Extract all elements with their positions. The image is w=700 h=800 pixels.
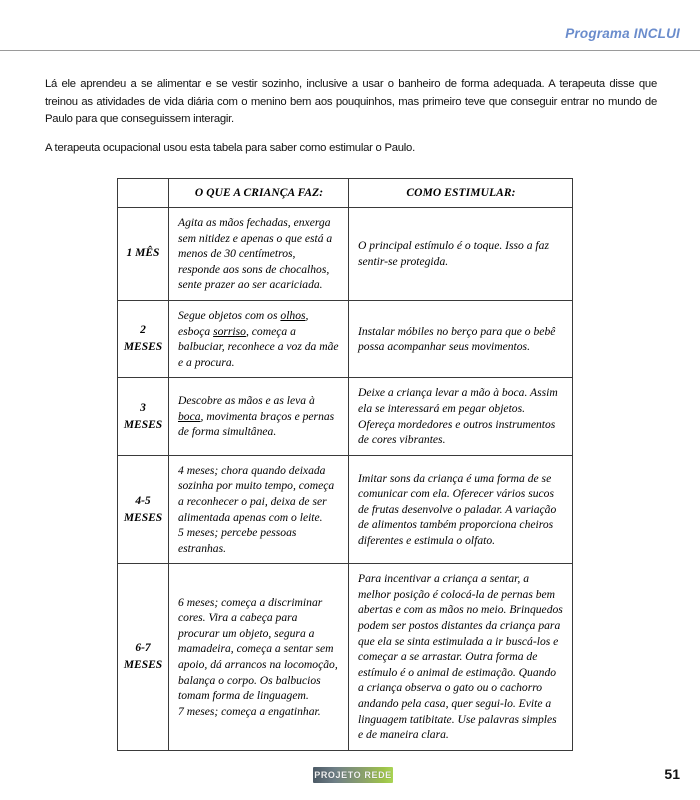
paragraph-2: A terapeuta ocupacional usou esta tabela para saber como estimular o Paulo. [45, 141, 415, 154]
table-header-row [118, 179, 573, 208]
how-to-stimulate-cell: Instalar móbiles no berço para que o bebê possa acompanhar seus movimentos. [349, 300, 573, 377]
age-label-line: MESES [123, 659, 163, 672]
page-number: 51 [664, 766, 680, 782]
how-to-stimulate-cell: Deixe a criança levar a mão à boca. Assim ela se interessará em pegar objetos. Ofereça mordedores e outros instrumentos de cores vibrantes. [349, 378, 573, 455]
milestone-line: 4 meses; chora quando deixada sozinha por muito tempo, começa a reconhecer o pai, deixa de ser alimentada apenas com o leite. [178, 463, 335, 524]
text-segment: Segue objetos com os [178, 308, 281, 322]
page-header [0, 0, 700, 52]
how-to-stimulate-cell: Para incentivar a criança a sentar, a melhor posição é colocá-la de pernas bem abertas e com as mãos no meio. Brinquedos podem ser postos distantes da criança para que ela se sinta estimulada a ir buscá-los e começar a se arrastar. Outra forma de estímulo é o animal de estimação. Quando a criança observa o gato ou o cachorro andando pela casa, quer segui-lo. Evite a linguagem tatibitate. Use palavras simples e de maneira clara. [349, 564, 573, 751]
age-label-line: MESES [123, 511, 163, 524]
how-to-stimulate-cell: Imitar sons da criança é uma forma de se comunicar com ela. Oferecer vários sucos de frutas desenvolve o paladar. A variação de alimentos também proporciona cheiros diferentes e estimula o olfato. [349, 455, 573, 564]
projeto-rede-logo [313, 767, 393, 783]
column-header-age [118, 179, 169, 208]
milestone-line: 7 meses; começa a engatinhar. [178, 704, 321, 718]
text-segment: , esboça [178, 308, 309, 338]
age-label [118, 564, 169, 751]
age-label [118, 455, 169, 564]
milestone-line: 6 meses; começa a discriminar cores. Vira a cabeça para procurar um objeto, segura a mamadeira, começa a sentar sem apoio, dá arrancos na locomoção, balança o corpo. Os balbucios tomam forma de linguagem. [178, 595, 338, 703]
age-label-line: MESES [123, 341, 163, 354]
age-label: 1 MÊS [118, 208, 169, 301]
header-title: Programa INCLUI [565, 26, 680, 41]
body-copy [45, 76, 657, 157]
how-to-stimulate-cell: O principal estímulo é o toque. Isso a faz sentir-se protegida. [349, 208, 573, 301]
age-label-line: 4-5 [135, 494, 151, 507]
age-label-line: 6-7 [135, 642, 151, 655]
age-label [118, 300, 169, 377]
underlined-term: olhos [280, 308, 306, 322]
child-does-cell [169, 564, 349, 751]
age-label [118, 378, 169, 455]
child-does-cell [169, 300, 349, 377]
column-header-does: O QUE A CRIANÇA FAZ: [169, 179, 349, 208]
underlined-term: boca [178, 409, 201, 423]
paragraph-1: Lá ele aprendeu a se alimentar e se vestir sozinho, inclusive a usar o banheiro de forma adequada. A terapeuta disse que treinou as atividades de vida diária com o menino bem aos pouquinhos, mas primeiro teve que conseguir entrar no mundo de Paulo para que conseguissem interagir. [45, 78, 657, 125]
child-does-cell: Agita as mãos fechadas, enxerga sem nitidez e apenas o que está a menos de 30 centímetros, responde aos sons de chocalhos, sente prazer ao ser acariciada. [169, 208, 349, 301]
table-row [118, 455, 573, 564]
milestone-line: 5 meses; percebe pessoas estranhas. [178, 526, 297, 555]
text-segment: , movimenta braços e pernas de forma simultânea. [178, 409, 335, 439]
age-label-line: 2 [140, 324, 146, 337]
age-label-line: MESES [123, 418, 163, 431]
age-label-line: 3 [140, 401, 146, 414]
child-does-cell [169, 378, 349, 455]
stimulation-table [117, 178, 573, 751]
underlined-term: sorriso [213, 324, 246, 338]
page-footer [0, 762, 700, 800]
table-row [118, 300, 573, 377]
table-row [118, 208, 573, 301]
table-row [118, 564, 573, 751]
logo-text: PROJETO REDE [314, 770, 392, 780]
child-does-cell [169, 455, 349, 564]
column-header-stimulate: COMO ESTIMULAR: [349, 179, 573, 208]
table-row [118, 378, 573, 455]
header-divider [0, 50, 700, 51]
text-segment: Descobre as mãos e as leva à [178, 394, 315, 408]
text-segment: , começa a balbuciar, reconhece a voz da mãe e a procura. [178, 324, 339, 369]
